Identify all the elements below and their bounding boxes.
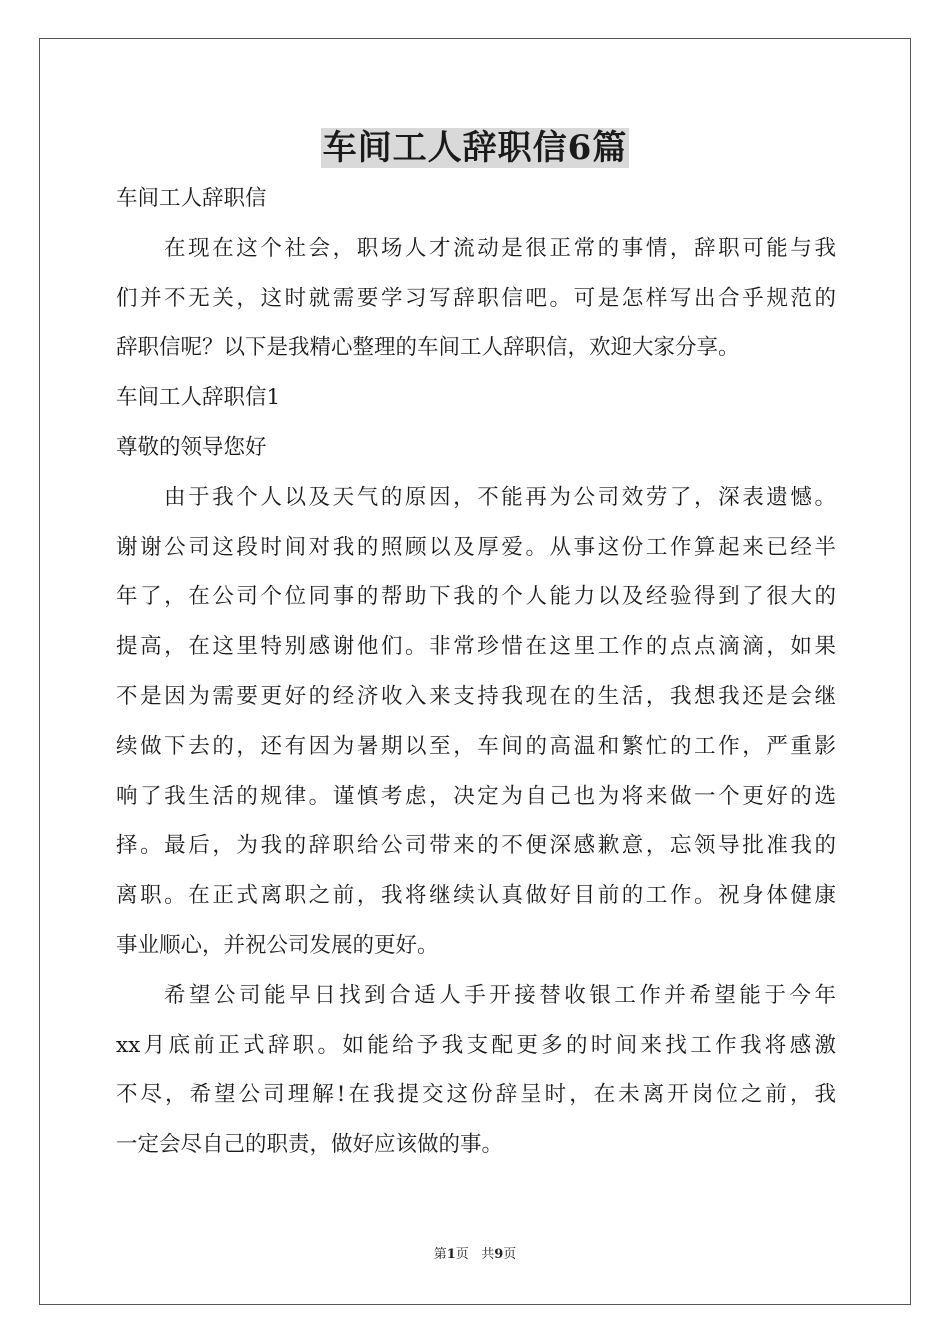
footer-page-prefix: 第: [433, 1247, 447, 1262]
footer-page-total: 9: [494, 1247, 504, 1262]
body-line: 辞职信呢？以下是我精心整理的车间工人辞职信，欢迎大家分享。: [116, 335, 740, 361]
footer-total-prefix: 共: [481, 1247, 495, 1262]
body-line: 提高，在这里特别感谢他们。非常珍惜在这里工作的点点滴滴，如果: [116, 634, 836, 660]
body-line: 响了我生活的规律。谨慎考虑，决定为自己也为将来做一个更好的选: [116, 783, 836, 809]
body-line: 年了，在公司个位同事的帮助下我的个人能力以及经验得到了很大的: [116, 584, 836, 610]
title-container: [0, 128, 950, 168]
body-line: 尊敬的领导您好: [116, 434, 267, 460]
body-line: xx月底前正式辞职。如能给予我支配更多的时间来找工作我将感激: [116, 1032, 836, 1058]
body-line: 希望公司能早日找到合适人手开接替收银工作并希望能于今年: [164, 982, 836, 1008]
body-line: 车间工人辞职信1: [116, 385, 281, 411]
body-line: 车间工人辞职信: [116, 186, 267, 211]
body-line: 由于我个人以及天气的原因，不能再为公司效劳了，深表遗憾。: [164, 484, 836, 510]
body-line: 不尽，希望公司理解!在我提交这份辞呈时，在未离开岗位之前，我: [116, 1082, 836, 1108]
body-line: 续做下去的，还有因为暑期以至，车间的高温和繁忙的工作，严重影: [116, 733, 836, 759]
document-body: [116, 174, 836, 1170]
body-line: 谢谢公司这段时间对我的照顾以及厚爱。从事这份工作算起来已经半: [116, 534, 836, 560]
body-line: 择。最后，为我的辞职给公司带来的不便深感歉意，忘领导批准我的: [116, 833, 836, 859]
body-line: 们并不无关，这时就需要学习写辞职信吧。可是怎样写出合乎规范的: [116, 285, 836, 311]
footer-page-suffix: 页: [455, 1247, 469, 1262]
footer-page-current: 1: [446, 1247, 456, 1262]
body-line: 事业顺心，并祝公司发展的更好。: [116, 932, 439, 958]
footer-total-suffix: 页: [503, 1247, 517, 1262]
body-line: 一定会尽自己的职责，做好应该做的事。: [116, 1132, 504, 1158]
body-line: 不是因为需要更好的经济收入来支持我现在的生活，我想我还是会继: [116, 683, 836, 709]
document-title: 车间工人辞职信6篇: [322, 128, 628, 168]
body-line: 离职。在正式离职之前，我将继续认真做好目前的工作。祝身体健康: [116, 883, 836, 909]
page-footer: [0, 1246, 950, 1264]
body-line: 在现在这个社会，职场人才流动是很正常的事情，辞职可能与我: [164, 235, 836, 261]
